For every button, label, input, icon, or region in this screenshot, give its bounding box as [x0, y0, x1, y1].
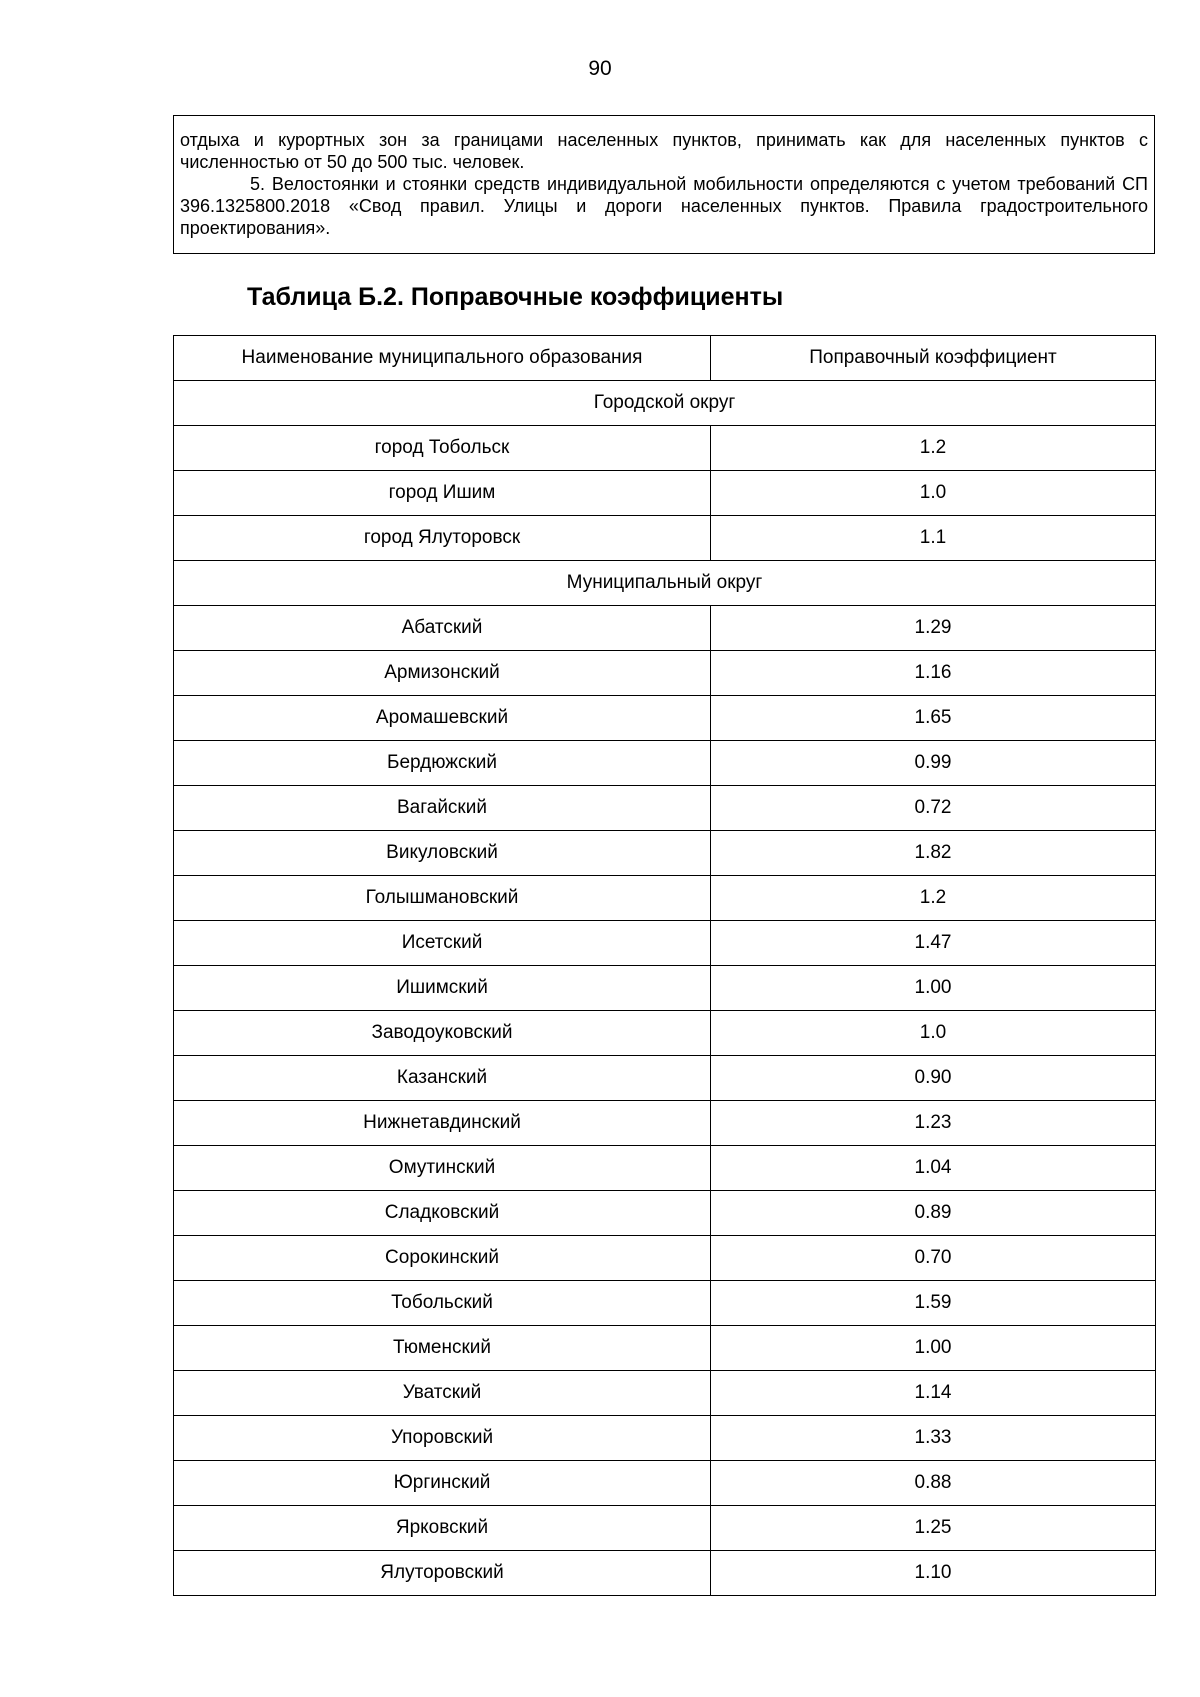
- coefficient-cell: 1.65: [711, 696, 1156, 741]
- table-row: [174, 786, 1156, 831]
- municipality-name-cell: Голышмановский: [174, 876, 711, 921]
- table-row: [174, 606, 1156, 651]
- coefficient-cell: 1.00: [711, 1326, 1156, 1371]
- coefficient-cell: 1.2: [711, 876, 1156, 921]
- group-header-row: [174, 561, 1156, 606]
- coefficient-cell: 1.25: [711, 1506, 1156, 1551]
- municipality-name-cell: Заводоуковский: [174, 1011, 711, 1056]
- municipality-name-cell: Сладковский: [174, 1191, 711, 1236]
- municipality-name-cell: Бердюжский: [174, 741, 711, 786]
- coefficient-cell: 1.23: [711, 1101, 1156, 1146]
- coefficient-cell: 0.89: [711, 1191, 1156, 1236]
- table-row: [174, 876, 1156, 921]
- municipality-name-cell: Ялуторовский: [174, 1551, 711, 1596]
- coefficient-cell: 1.82: [711, 831, 1156, 876]
- municipality-name-cell: Тюменский: [174, 1326, 711, 1371]
- table-row: [174, 516, 1156, 561]
- page-number: 90: [588, 57, 612, 80]
- coefficient-cell: 1.16: [711, 651, 1156, 696]
- header-coefficient: Поправочный коэффициент: [711, 336, 1156, 381]
- coefficient-cell: 1.2: [711, 426, 1156, 471]
- municipality-name-cell: Упоровский: [174, 1416, 711, 1461]
- municipality-name-cell: Омутинский: [174, 1146, 711, 1191]
- coefficients-table: [173, 335, 1156, 1596]
- coefficient-cell: 1.10: [711, 1551, 1156, 1596]
- coefficient-cell: 0.99: [711, 741, 1156, 786]
- table-row: [174, 651, 1156, 696]
- table-title: Таблица Б.2. Поправочные коэффициенты: [247, 283, 784, 311]
- note-paragraph-1: отдыха и курортных зон за границами населенных пунктов, принимать как для населенных пунктов с численностью от 50 до 500 тыс. человек.: [180, 130, 1148, 172]
- municipality-name-cell: Армизонский: [174, 651, 711, 696]
- table-row: [174, 921, 1156, 966]
- coefficient-cell: 0.72: [711, 786, 1156, 831]
- municipality-name-cell: Аромашевский: [174, 696, 711, 741]
- table-row: [174, 831, 1156, 876]
- coefficient-cell: 1.1: [711, 516, 1156, 561]
- coefficient-cell: 1.04: [711, 1146, 1156, 1191]
- municipality-name-cell: Уватский: [174, 1371, 711, 1416]
- municipality-name-cell: город Ялуторовск: [174, 516, 711, 561]
- municipality-name-cell: Тобольский: [174, 1281, 711, 1326]
- table-row: [174, 1461, 1156, 1506]
- table-row: [174, 1281, 1156, 1326]
- coefficient-cell: 1.33: [711, 1416, 1156, 1461]
- municipality-name-cell: Викуловский: [174, 831, 711, 876]
- municipality-name-cell: Нижнетавдинский: [174, 1101, 711, 1146]
- table-row: [174, 1416, 1156, 1461]
- header-municipality: Наименование муниципального образования: [174, 336, 711, 381]
- table-row: [174, 1506, 1156, 1551]
- group-header-row: [174, 381, 1156, 426]
- municipality-name-cell: Сорокинский: [174, 1236, 711, 1281]
- table-row: [174, 1101, 1156, 1146]
- table-row: [174, 471, 1156, 516]
- municipality-name-cell: Ярковский: [174, 1506, 711, 1551]
- table-row: [174, 1191, 1156, 1236]
- group-title: Городской округ: [174, 381, 1156, 426]
- coefficient-cell: 0.90: [711, 1056, 1156, 1101]
- municipality-name-cell: Исетский: [174, 921, 711, 966]
- table-row: [174, 1326, 1156, 1371]
- note-box: [173, 115, 1155, 254]
- table-header-row: [174, 336, 1156, 381]
- municipality-name-cell: город Ишим: [174, 471, 711, 516]
- table-row: [174, 1236, 1156, 1281]
- note-paragraph-2: 5. Велостоянки и стоянки средств индивидуальной мобильности определяются с учетом требований СП 396.1325800.2018 «Свод правил. Улицы и дороги населенных пунктов. Правила градостроительного проектирования».: [180, 174, 1148, 238]
- coefficient-cell: 1.0: [711, 471, 1156, 516]
- table-row: [174, 1011, 1156, 1056]
- municipality-name-cell: Ишимский: [174, 966, 711, 1011]
- municipality-name-cell: город Тобольск: [174, 426, 711, 471]
- municipality-name-cell: Абатский: [174, 606, 711, 651]
- table-row: [174, 696, 1156, 741]
- group-title: Муниципальный округ: [174, 561, 1156, 606]
- coefficient-cell: 0.88: [711, 1461, 1156, 1506]
- municipality-name-cell: Вагайский: [174, 786, 711, 831]
- coefficient-cell: 1.14: [711, 1371, 1156, 1416]
- coefficient-cell: 1.59: [711, 1281, 1156, 1326]
- coefficient-cell: 1.0: [711, 1011, 1156, 1056]
- table-row: [174, 1371, 1156, 1416]
- table-row: [174, 426, 1156, 471]
- municipality-name-cell: Казанский: [174, 1056, 711, 1101]
- table-row: [174, 966, 1156, 1011]
- municipality-name-cell: Юргинский: [174, 1461, 711, 1506]
- table-row: [174, 741, 1156, 786]
- table-row: [174, 1056, 1156, 1101]
- coefficient-cell: 0.70: [711, 1236, 1156, 1281]
- coefficient-cell: 1.00: [711, 966, 1156, 1011]
- table-row: [174, 1146, 1156, 1191]
- table-row: [174, 1551, 1156, 1596]
- coefficient-cell: 1.29: [711, 606, 1156, 651]
- coefficient-cell: 1.47: [711, 921, 1156, 966]
